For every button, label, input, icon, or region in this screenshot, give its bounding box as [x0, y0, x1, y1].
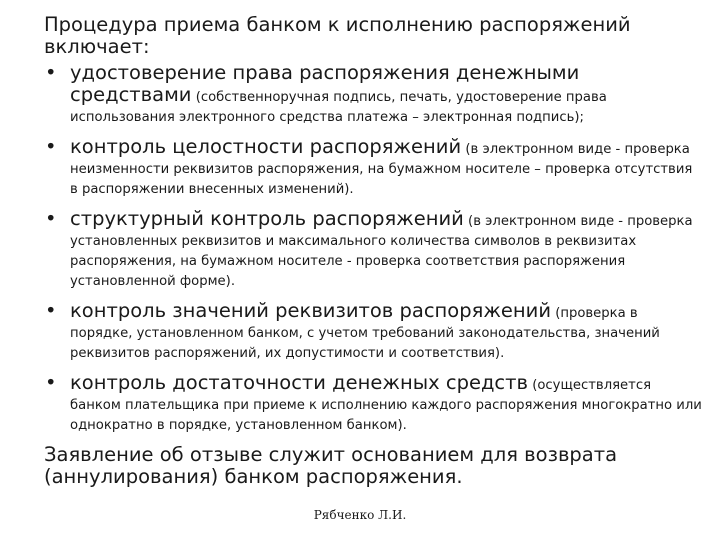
- list-item: [44, 136, 704, 198]
- item-main-text: контроль целостности распоряжений: [70, 135, 462, 158]
- item-main-text: структурный контроль распоряжений: [70, 207, 464, 230]
- item-note-text: (в электронном виде - проверка установленных реквизитов и максимального количества символов в реквизитах распоряжения, на бумажном носителе - проверка соответствия распоряжения установленной форме).: [70, 214, 693, 289]
- closing-statement: Заявление об отзыве служит основанием для возврата (аннулирования) банком распоряжения.: [44, 443, 618, 488]
- bullet-icon: •: [45, 207, 57, 230]
- slide-heading: Процедура приема банком к исполнению распоряжений включает:: [44, 13, 631, 58]
- list-item: [44, 372, 704, 434]
- item-note-text: (собственноручная подпись, печать, удостоверение права использования электронного средства платежа – электронная подпись);: [70, 90, 607, 125]
- slide-content: [44, 14, 704, 488]
- list-item: [44, 62, 704, 126]
- procedure-list: [44, 62, 704, 434]
- author-footer: Рябченко Л.И.: [313, 508, 407, 522]
- item-main-text: контроль значений реквизитов распоряжений: [70, 299, 551, 322]
- bullet-icon: •: [45, 135, 57, 158]
- list-item: [44, 300, 704, 362]
- item-main-text: контроль достаточности денежных средств: [70, 371, 528, 394]
- item-note-text: (осуществляется банком плательщика при приеме к исполнению каждого распоряжения многократно или однократно в порядке, установленном банком).: [70, 378, 702, 433]
- item-main-text: удостоверение права распоряжения денежными средствами: [70, 61, 580, 106]
- item-note-text: (в электронном виде - проверка неизменности реквизитов распоряжения, на бумажном носителе – проверка отсутствия в распоряжении внесенных изменений).: [70, 142, 693, 197]
- bullet-icon: •: [45, 61, 57, 84]
- bullet-icon: •: [45, 299, 57, 322]
- item-note-text: (проверка в порядке, установленном банком, с учетом требований законодательства, значений реквизитов распоряжений, их допустимости и соответствия).: [70, 306, 660, 361]
- list-item: [44, 208, 704, 290]
- bullet-icon: •: [45, 371, 57, 394]
